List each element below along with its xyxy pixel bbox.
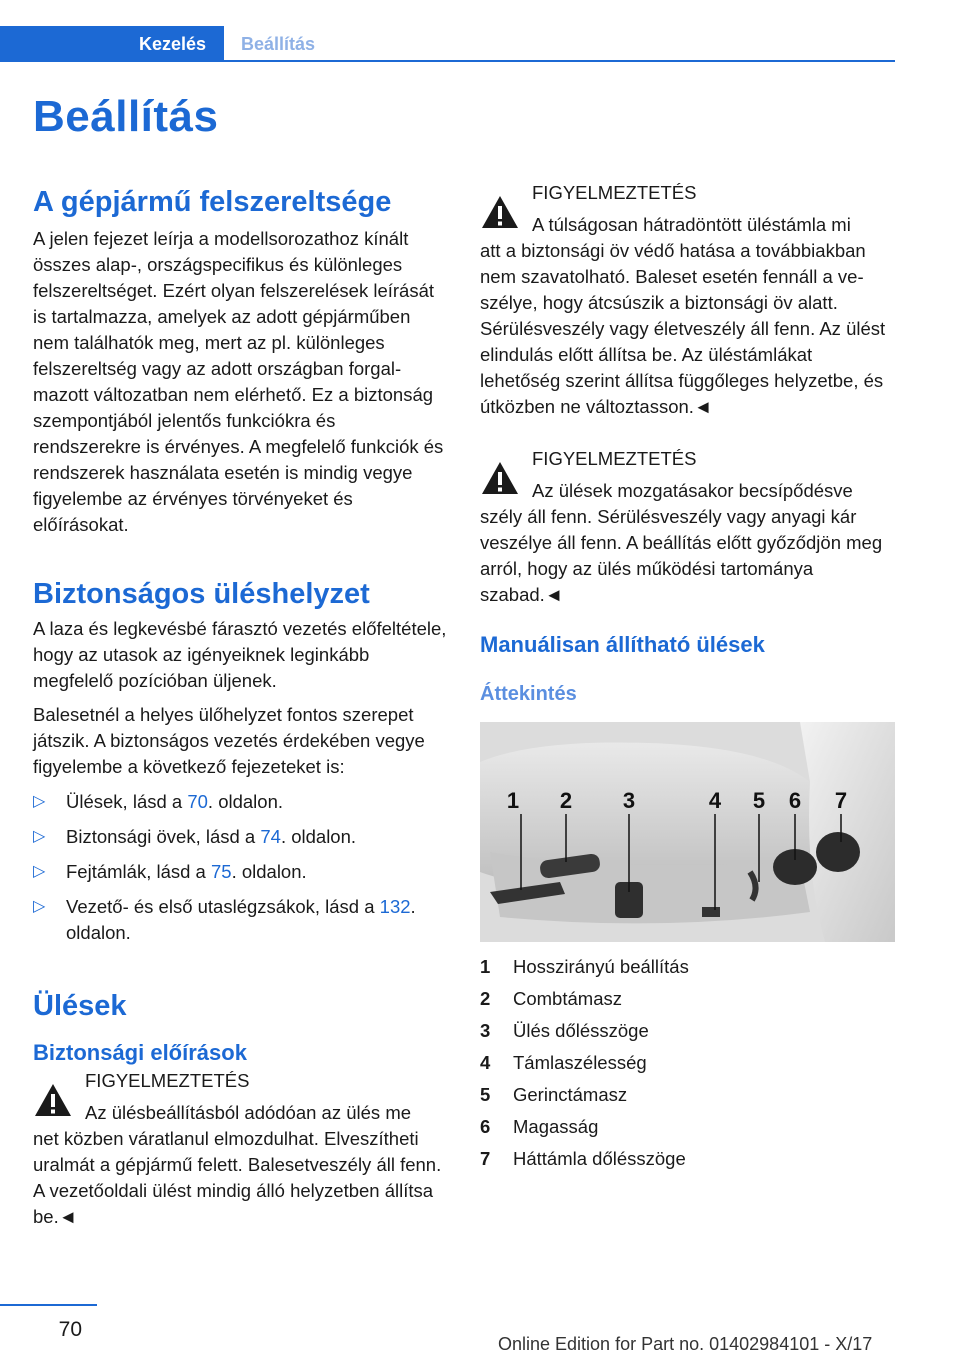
overview-heading: Áttekintés [480, 683, 577, 705]
figure-label-1: 1 [506, 788, 520, 813]
page-link[interactable]: 75 [210, 861, 232, 882]
ref-suffix: . oldalon. [66, 896, 416, 943]
page-link[interactable]: 74 [260, 826, 281, 847]
footer-rule [0, 1304, 97, 1306]
triangle-bullet-icon: ▷ [33, 898, 46, 915]
manual-seats-heading: Manuálisan állítható ülések [480, 632, 765, 657]
width-button [702, 907, 720, 917]
header-rule [0, 60, 895, 62]
list-item [33, 824, 448, 850]
warning-label: FIGYELMEZTETÉS [532, 448, 697, 469]
legend-text: Ülés dőlésszöge [513, 1020, 649, 1041]
page-number: 70 [58, 1318, 82, 1341]
table-row [480, 1018, 689, 1050]
warning-first-line: Az ülésbeállításból adódóan az ülés me [85, 1102, 412, 1123]
legend-number: 1 [480, 956, 491, 977]
seat-controls-figure [480, 722, 895, 942]
warning-block [33, 1068, 448, 1230]
equipment-body: A jelen fejezet leírja a modellsorozathoz kínált összes alap-, országspecifikus és különleges felszereltséget. Ezért olyan felszerelések leírását is tartalmazza, amelyek az adott gépjárműben nem találhatók meg, mert az pl. különleges felszereltség vagy az adott országban forgalmazott változatban nem elérhető. Ez a biztonság szempontjából jelentős funkciókra és rendszerekre is érvényes. A megfelelő funkciók és rendszerek használata esetén is mindig vegye figyelembe az érvényes törvényeket és előírásokat. [33, 228, 444, 535]
warning-block [480, 446, 895, 608]
warning-icon [480, 194, 520, 230]
legend-text: Hosszirányú beállítás [513, 956, 689, 977]
ref-text: Fejtámlák, lásd a [66, 861, 211, 882]
list-item [33, 789, 448, 815]
figure-label-3: 3 [622, 788, 636, 813]
page-link[interactable]: 132 [379, 896, 411, 917]
edition-note: Online Edition for Part no. 01402984101 - X/17 [498, 1334, 873, 1354]
legend-text: Combtámasz [513, 988, 622, 1009]
warning-first-line: A túlságosan hátradöntött üléstámla mi [532, 214, 851, 235]
ref-suffix: . oldalon. [231, 861, 307, 882]
warning-icon [33, 1082, 73, 1118]
figure-label-2: 2 [559, 788, 573, 813]
triangle-bullet-icon: ▷ [33, 828, 46, 845]
figure-legend [480, 954, 689, 1178]
triangle-bullet-icon: ▷ [33, 863, 46, 880]
backrest-lever [816, 832, 860, 872]
ref-suffix: . oldalon. [280, 826, 357, 847]
warning-text: att a biztonsági öv védő hatása a továbbiakban nem szavatolható. Baleset esetén fennáll a veszélye, hogy átcsúszik a biztonsági öv alatt. Sérülésveszély vagy életveszély áll fenn. Az ülést elindulás előtt állítsa be. Az üléstámlákat lehetőség szerint állítsa függőleges helyzetbe, és útközben ne változtasson.◄ [480, 240, 886, 417]
page-link[interactable]: 70 [187, 791, 208, 812]
table-row [480, 1114, 689, 1146]
warning-block [480, 180, 895, 420]
figure-label-6: 6 [788, 788, 802, 813]
figure-label-5: 5 [752, 788, 766, 813]
safety-rules-heading: Biztonsági előírások [33, 1040, 247, 1065]
warning-icon [480, 460, 520, 496]
figure-label-4: 4 [708, 788, 722, 813]
figure-label-7: 7 [834, 788, 848, 813]
warning-label: FIGYELMEZTETÉS [85, 1070, 250, 1091]
ref-suffix: . oldalon. [207, 791, 284, 812]
table-row [480, 1050, 689, 1082]
triangle-bullet-icon: ▷ [33, 793, 46, 810]
table-row [480, 954, 689, 986]
ref-text: Ülések, lásd a [66, 791, 188, 812]
tab-kezeles[interactable]: Kezelés [0, 26, 224, 62]
ref-text: Biztonsági övek, lásd a [66, 826, 261, 847]
legend-text: Háttámla dőlésszöge [513, 1148, 686, 1169]
list-item [33, 859, 448, 885]
page-title: Beállítás [33, 92, 219, 141]
warning-text: net közben váratlanul elmozdulhat. Elveszítheti uralmát a gépjármű felett. Balesetveszély áll fenn. A vezetőoldali ülést mindig álló helyzetben állítsa be.◄ [33, 1128, 442, 1227]
equipment-heading: A gépjármű felszereltsége [33, 186, 392, 218]
ref-text: Vezető- és első utaslégzsákok, lásd a [66, 896, 380, 917]
table-row [480, 1082, 689, 1114]
safe-position-p2: Balesetnél a helyes ülőhelyzet fontos szerepet játszik. A biztonságos vezetés érdekében vegye figyelembe a következő fejezeteket is: [33, 704, 425, 777]
legend-number: 7 [480, 1148, 491, 1169]
legend-text: Gerinctámasz [513, 1084, 628, 1105]
legend-text: Magasság [513, 1116, 599, 1137]
warning-text: szély áll fenn. Sérülésveszély vagy anyagi kár veszélye áll fenn. A beállítás előtt győződjön meg arról, hogy az ülés működési tartománya szabad.◄ [480, 506, 883, 605]
legend-number: 2 [480, 988, 491, 1009]
legend-number: 4 [480, 1052, 491, 1073]
table-row [480, 1146, 689, 1178]
right-column [480, 180, 895, 1178]
legend-number: 6 [480, 1116, 491, 1137]
left-column [33, 180, 448, 1230]
safe-position-heading: Biztonságos üléshelyzet [33, 578, 370, 610]
seats-heading: Ülések [33, 990, 127, 1022]
warning-first-line: Az ülések mozgatásakor becsípődésve [532, 480, 853, 501]
legend-number: 5 [480, 1084, 491, 1105]
tab-beallitas[interactable]: Beállítás [241, 34, 316, 54]
safe-position-p1: A laza és legkevésbé fárasztó vezetés előfeltétele, hogy az utasok az igényeiknek leginkább megfelelő pozícióban üljenek. [33, 618, 447, 691]
legend-text: Támlaszélesség [513, 1052, 647, 1073]
table-row [480, 986, 689, 1018]
warning-label: FIGYELMEZTETÉS [532, 182, 697, 203]
header-tabs [0, 26, 895, 62]
legend-number: 3 [480, 1020, 491, 1041]
chapter-ref-list [33, 789, 448, 946]
list-item [33, 894, 448, 946]
